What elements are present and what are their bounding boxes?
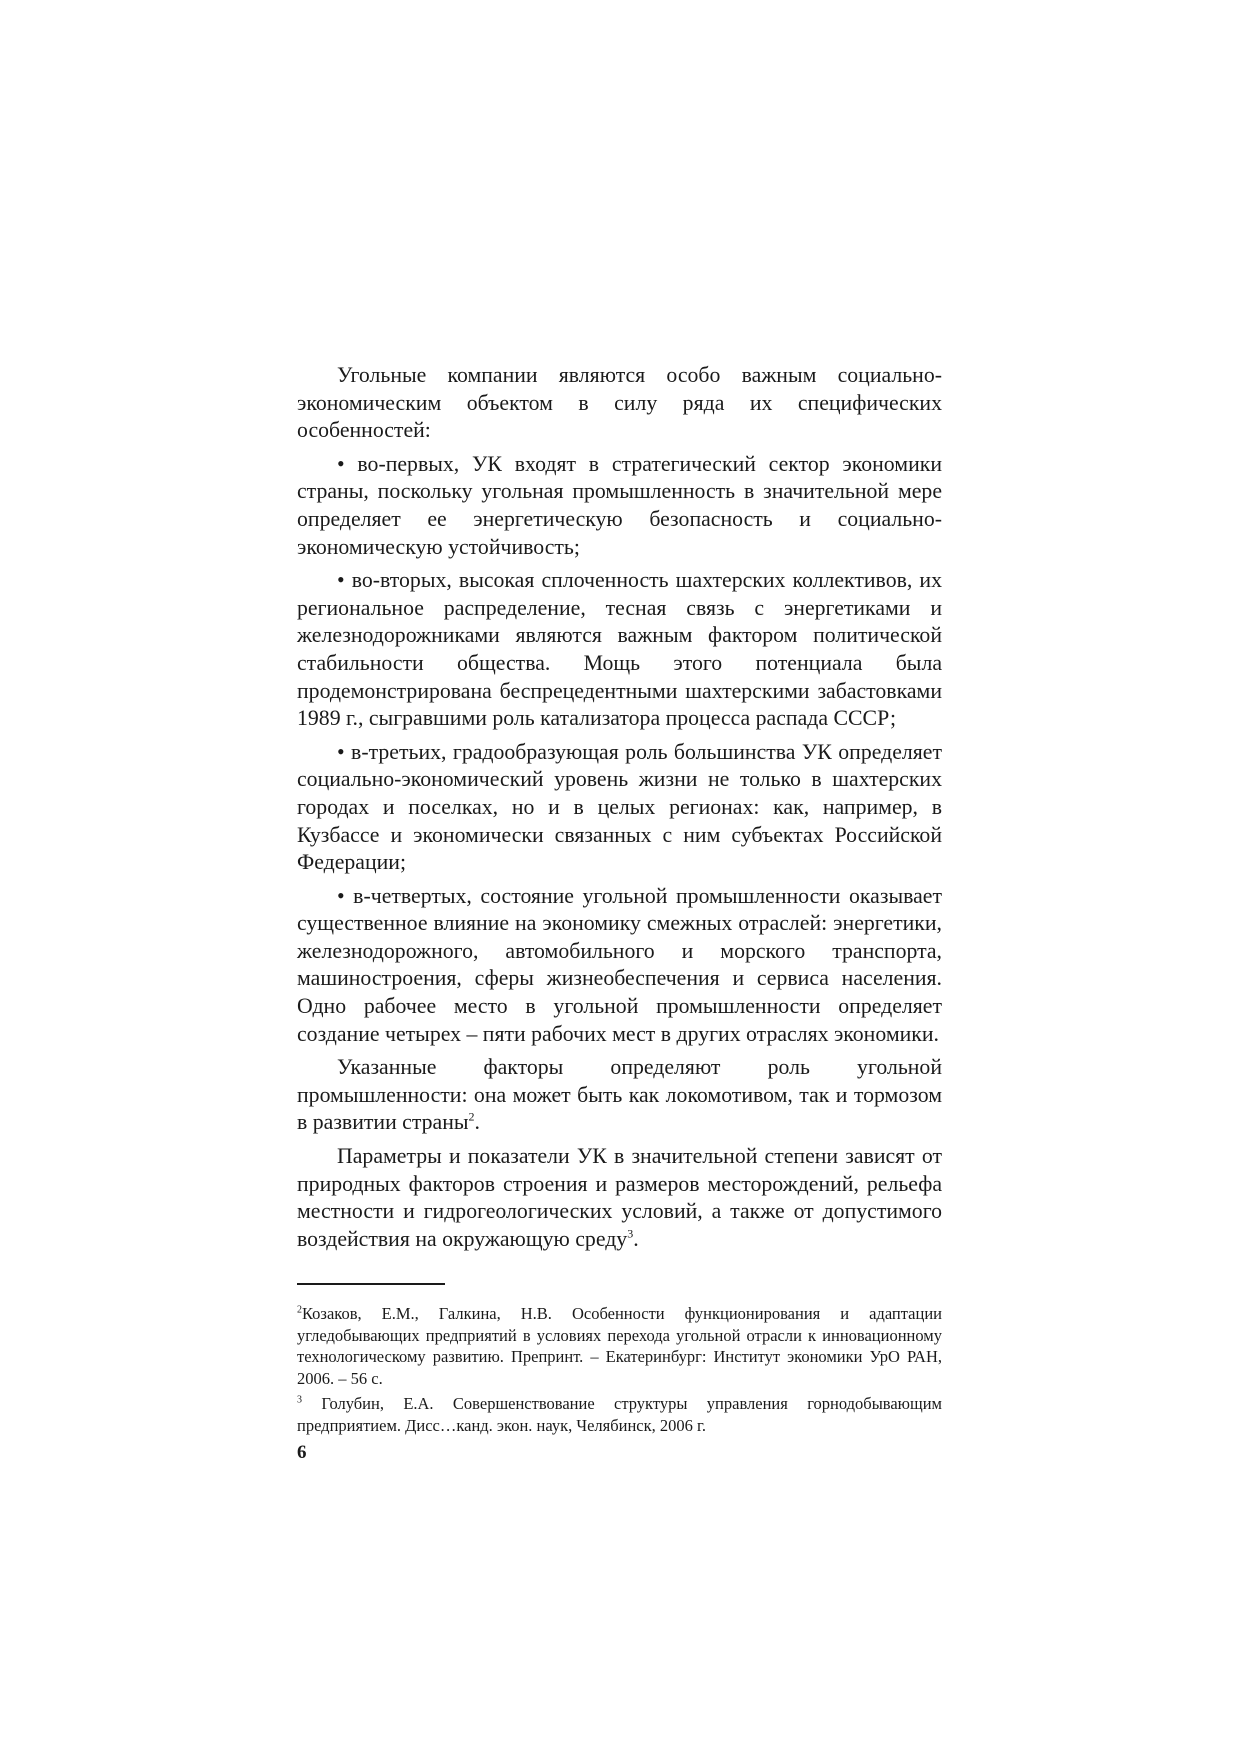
paragraph-bullet-third: • в-третьих, градообразующая роль большинства УК определяет социально-экономический уровень жизни не только в шахтерских городах и поселках, но и в целых регионах: как, например, в Кузбассе и экономически связанных с ним субъектах Российской Федерации; — [297, 739, 942, 875]
footnote-2 — [297, 1303, 942, 1389]
footnote-2-text: Козаков, Е.М., Галкина, Н.В. Особенности функционирования и адаптации угледобывающих предприятий в условиях перехода угольной отрасли к инновационному технологическому развитию. Препринт. – Екатеринбург: Институт экономики УрО РАН, 2006. – 56 с. — [297, 1304, 942, 1388]
paragraph-factors-tail: . — [474, 1110, 480, 1135]
footnote-3 — [297, 1393, 942, 1436]
footnote-3-text: Голубин, Е.А. Совершенствование структуры управления горнодобывающим предприятием. Дисс…канд. экон. наук, Челябинск, 2006 г. — [297, 1394, 942, 1435]
paragraph-bullet-second: • во-вторых, высокая сплоченность шахтерских коллективов, их региональное распределение, тесная связь с энергетиками и железнодорожниками являются важным фактором политической стабильности общества. Мощь этого потенциала была продемонстрирована беспрецедентными шахтерскими забастовками 1989 г., сыгравшими роль катализатора процесса распада СССР; — [297, 568, 942, 731]
paragraph-parameters — [297, 1143, 942, 1253]
paragraph-factors — [297, 1054, 942, 1137]
paragraph-bullet-first: • во-первых, УК входят в стратегический сектор экономики страны, поскольку угольная промышленность в значительной мере определяет ее энергетическую безопасность и социально-экономическую устойчивость; — [297, 451, 942, 559]
paragraph-bullet-fourth: • в-четвертых, состояние угольной промышленности оказывает существенное влияние на экономику смежных отраслей: энергетики, железнодорожного, автомобильного и морского транспорта, машиностроения, сферы жизнеобеспечения и сервиса населения. Одно рабочее место в угольной промышленности определяет создание четырех – пяти рабочих мест в других отраслях экономики. — [297, 883, 942, 1046]
footnote-separator — [297, 1283, 445, 1285]
body-text — [297, 362, 942, 1253]
footnote-mark-3: 3 — [297, 1394, 302, 1406]
footnote-ref-2[interactable]: 2 — [468, 1110, 475, 1125]
paragraph-parameters-tail: . — [633, 1226, 639, 1251]
paragraph-parameters-text: Параметры и показатели УК в значительной степени зависят от природных факторов строения и размеров месторождений, рельефа местности и гидрогеологических условий, а также от допустимого воздействия на окружающую среду — [297, 1144, 942, 1251]
document-page — [297, 362, 942, 1464]
paragraph-intro: Угольные компании являются особо важным социально-экономическим объектом в силу ряда их специфических особенностей: — [297, 363, 942, 443]
paragraph-factors-text: Указанные факторы определяют роль угольной промышленности: она может быть как локомотивом, так и тормозом в развитии страны — [297, 1055, 942, 1135]
footnotes — [297, 1303, 942, 1436]
footnote-mark-2: 2 — [297, 1304, 302, 1316]
footnote-ref-3[interactable]: 3 — [627, 1226, 634, 1241]
page-number: 6 — [297, 1442, 307, 1464]
